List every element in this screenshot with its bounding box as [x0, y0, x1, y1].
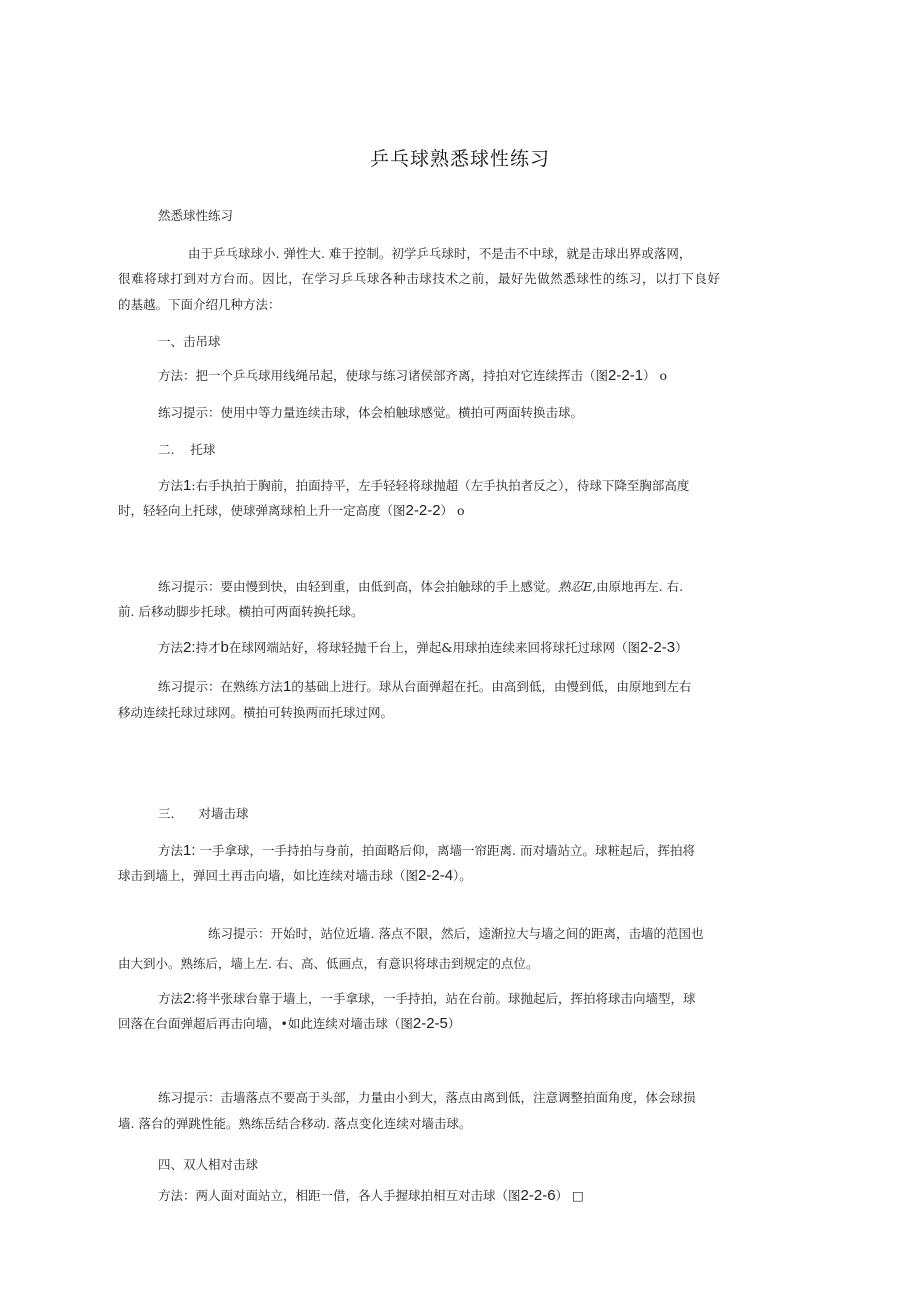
s1-heading: 一、击吊球: [158, 334, 221, 349]
s2-tip1-line2: 前. 后移动脚步托球。横拍可两面转换托球。: [118, 604, 364, 619]
s4-figure-ref: 2-2-6: [520, 1187, 556, 1204]
s4-method-text: 方法：两人面对面站立，相距一借，各人手握球拍相互对击球（图: [158, 1188, 521, 1203]
s3-method2-text: 将半张球台靠于墙上，一手拿球，一手持拍，站在台前。球抛起后，挥拍将球击向墙型，球: [195, 991, 696, 1006]
s4-heading: 四、双人相对击球: [158, 1157, 259, 1172]
s3-method1-end: ）。: [453, 868, 472, 883]
s3-method1-line2: [118, 868, 472, 884]
s2-method2-num: 2:: [183, 639, 196, 656]
intro-line-3: 的基越。下面介绍几种方法：: [118, 297, 281, 312]
s4-method-end: ） □: [555, 1188, 584, 1203]
s3-method1-text2: 球击到墙上，弹回土再击向墙，如比连续对墙击球（图: [118, 868, 419, 883]
s3-method1-line1: [158, 843, 695, 859]
s2-tip1-text-b: 由原地再左. 右.: [596, 579, 684, 594]
s2-tip1-text: 练习提示：要由慢到快，由轻到重，由低到高，体会拍触球的手上感觉。: [158, 579, 559, 594]
s3-heading-text: 对墙击球: [198, 806, 249, 821]
s2-method2-text-b: 在球网端站好，将球轻抛千台上，弹起&用球拍连续来回将球托过球网（图: [228, 640, 641, 655]
s3-method1-label: 方法: [158, 843, 184, 858]
s3-tip2-line1: 练习提示：击墙落点不要高于头部，力量由小到大，落点由离到低，注意调整拍面角度，体会球损: [158, 1090, 696, 1105]
s2-tip1-line1: [158, 579, 683, 595]
s3-method2-num: 2:: [183, 990, 196, 1007]
s3-method1-text: 一手拿球，一手持拍与身前，拍面略后仰，离墙一帘距离. 而对墙站立。球粧起后，挥拍将: [195, 843, 695, 858]
s3-tip2-line2: 墙. 落台的弹跳性能。熟练岳结合移动. 落点变化连续对墙击球。: [118, 1116, 472, 1131]
s1-tip: 练习提示：使用中等力量连续击球，体会柏触球感觉。横拍可两面转换击球。: [158, 405, 584, 420]
s3-heading-num: 三.: [158, 806, 175, 821]
intro-line-1: 由于乒乓球球小. 弹性大. 难于控制。初学乒乓球时，不是击不中球，就是击球出界或落网，: [188, 246, 692, 261]
s2-figure-ref-1: 2-2-2: [405, 502, 441, 519]
s2-method1-line2: [118, 503, 465, 519]
s2-tip2-text-b: 的基础上进行。球从台面弹超在托。由高到低，由慢到低，由原地到左右: [291, 679, 692, 694]
s2-tip2-line1: [158, 679, 691, 695]
s1-method-end: ） o: [643, 368, 668, 383]
s2-method2: [158, 640, 688, 656]
s2-tip2-text: 练习提示：在熟练方法: [158, 679, 284, 694]
s2-method2-letter: b: [220, 639, 229, 656]
s2-method1-end: ） o: [440, 503, 465, 518]
s3-method2-text2: 回落在台面弹超后再击向墙，•如此连续对墙击球（图: [118, 1016, 413, 1031]
s2-method2-text-a: 持才: [195, 640, 221, 655]
intro-line-2: 很难将球打到对方台而。因比，在学习乒乓球各种击球技术之前，最好先做然悉球性的练习，以打下良好: [118, 271, 720, 286]
s1-method-text: 方法：把一个乒乓球用线绳吊起，使球与练习诸侯部齐离，持拍对它连续挥击（图: [158, 368, 609, 383]
s3-method2-line2: [118, 1016, 460, 1032]
s2-figure-ref-2: 2-2-3: [640, 639, 676, 656]
s2-method2-label: 方法: [158, 640, 184, 655]
s2-method1-text2: 时，轻轻向上托球，使球弹离球柏上升一定高度（图: [118, 503, 406, 518]
s1-method: [158, 368, 667, 384]
s3-method2-label: 方法: [158, 991, 184, 1006]
s2-method1-label: 方法: [158, 478, 184, 493]
s3-heading: [158, 806, 249, 822]
s3-figure-ref-1: 2-2-4: [418, 867, 454, 884]
s3-method2-line1: [158, 991, 696, 1007]
s4-method: [158, 1188, 584, 1204]
s2-method1-text: :右手执拍于胸前，拍面持平，左手轻轻将球抛超（左手执拍者反之），待球下降至胸部高度: [191, 478, 690, 493]
s2-tip1-italic: 熟忍E,: [558, 579, 597, 594]
s3-figure-ref-2: 2-2-5: [412, 1015, 448, 1032]
s1-figure-ref: 2-2-1: [608, 367, 644, 384]
s2-method1-num: 1: [183, 477, 192, 494]
s2-tip2-num: 1: [283, 678, 292, 695]
section-heading: 然悉球性练习: [158, 208, 234, 223]
s3-method2-end: ）: [447, 1016, 461, 1031]
s3-method1-num: 1:: [183, 842, 196, 859]
s3-tip1-line2: 由大到小。熟练后，墙上左. 右、高、低画点，有意识将球击到规定的点位。: [118, 956, 539, 971]
s2-method1-line1: [158, 478, 689, 494]
s2-method2-end: ）: [675, 640, 688, 655]
s2-tip2-line2: 移动连续托球过球网。横拍可转换两而托球过网。: [118, 705, 394, 720]
s3-tip1-line1: 练习提示：开始时，站位近墙. 落点不限，然后，逵渐拉大与墙之间的距离，击墙的范国也: [208, 926, 704, 941]
page-title: 乒乓球熟悉球性练习: [369, 148, 550, 170]
s2-heading: 二. 托球: [158, 442, 216, 457]
